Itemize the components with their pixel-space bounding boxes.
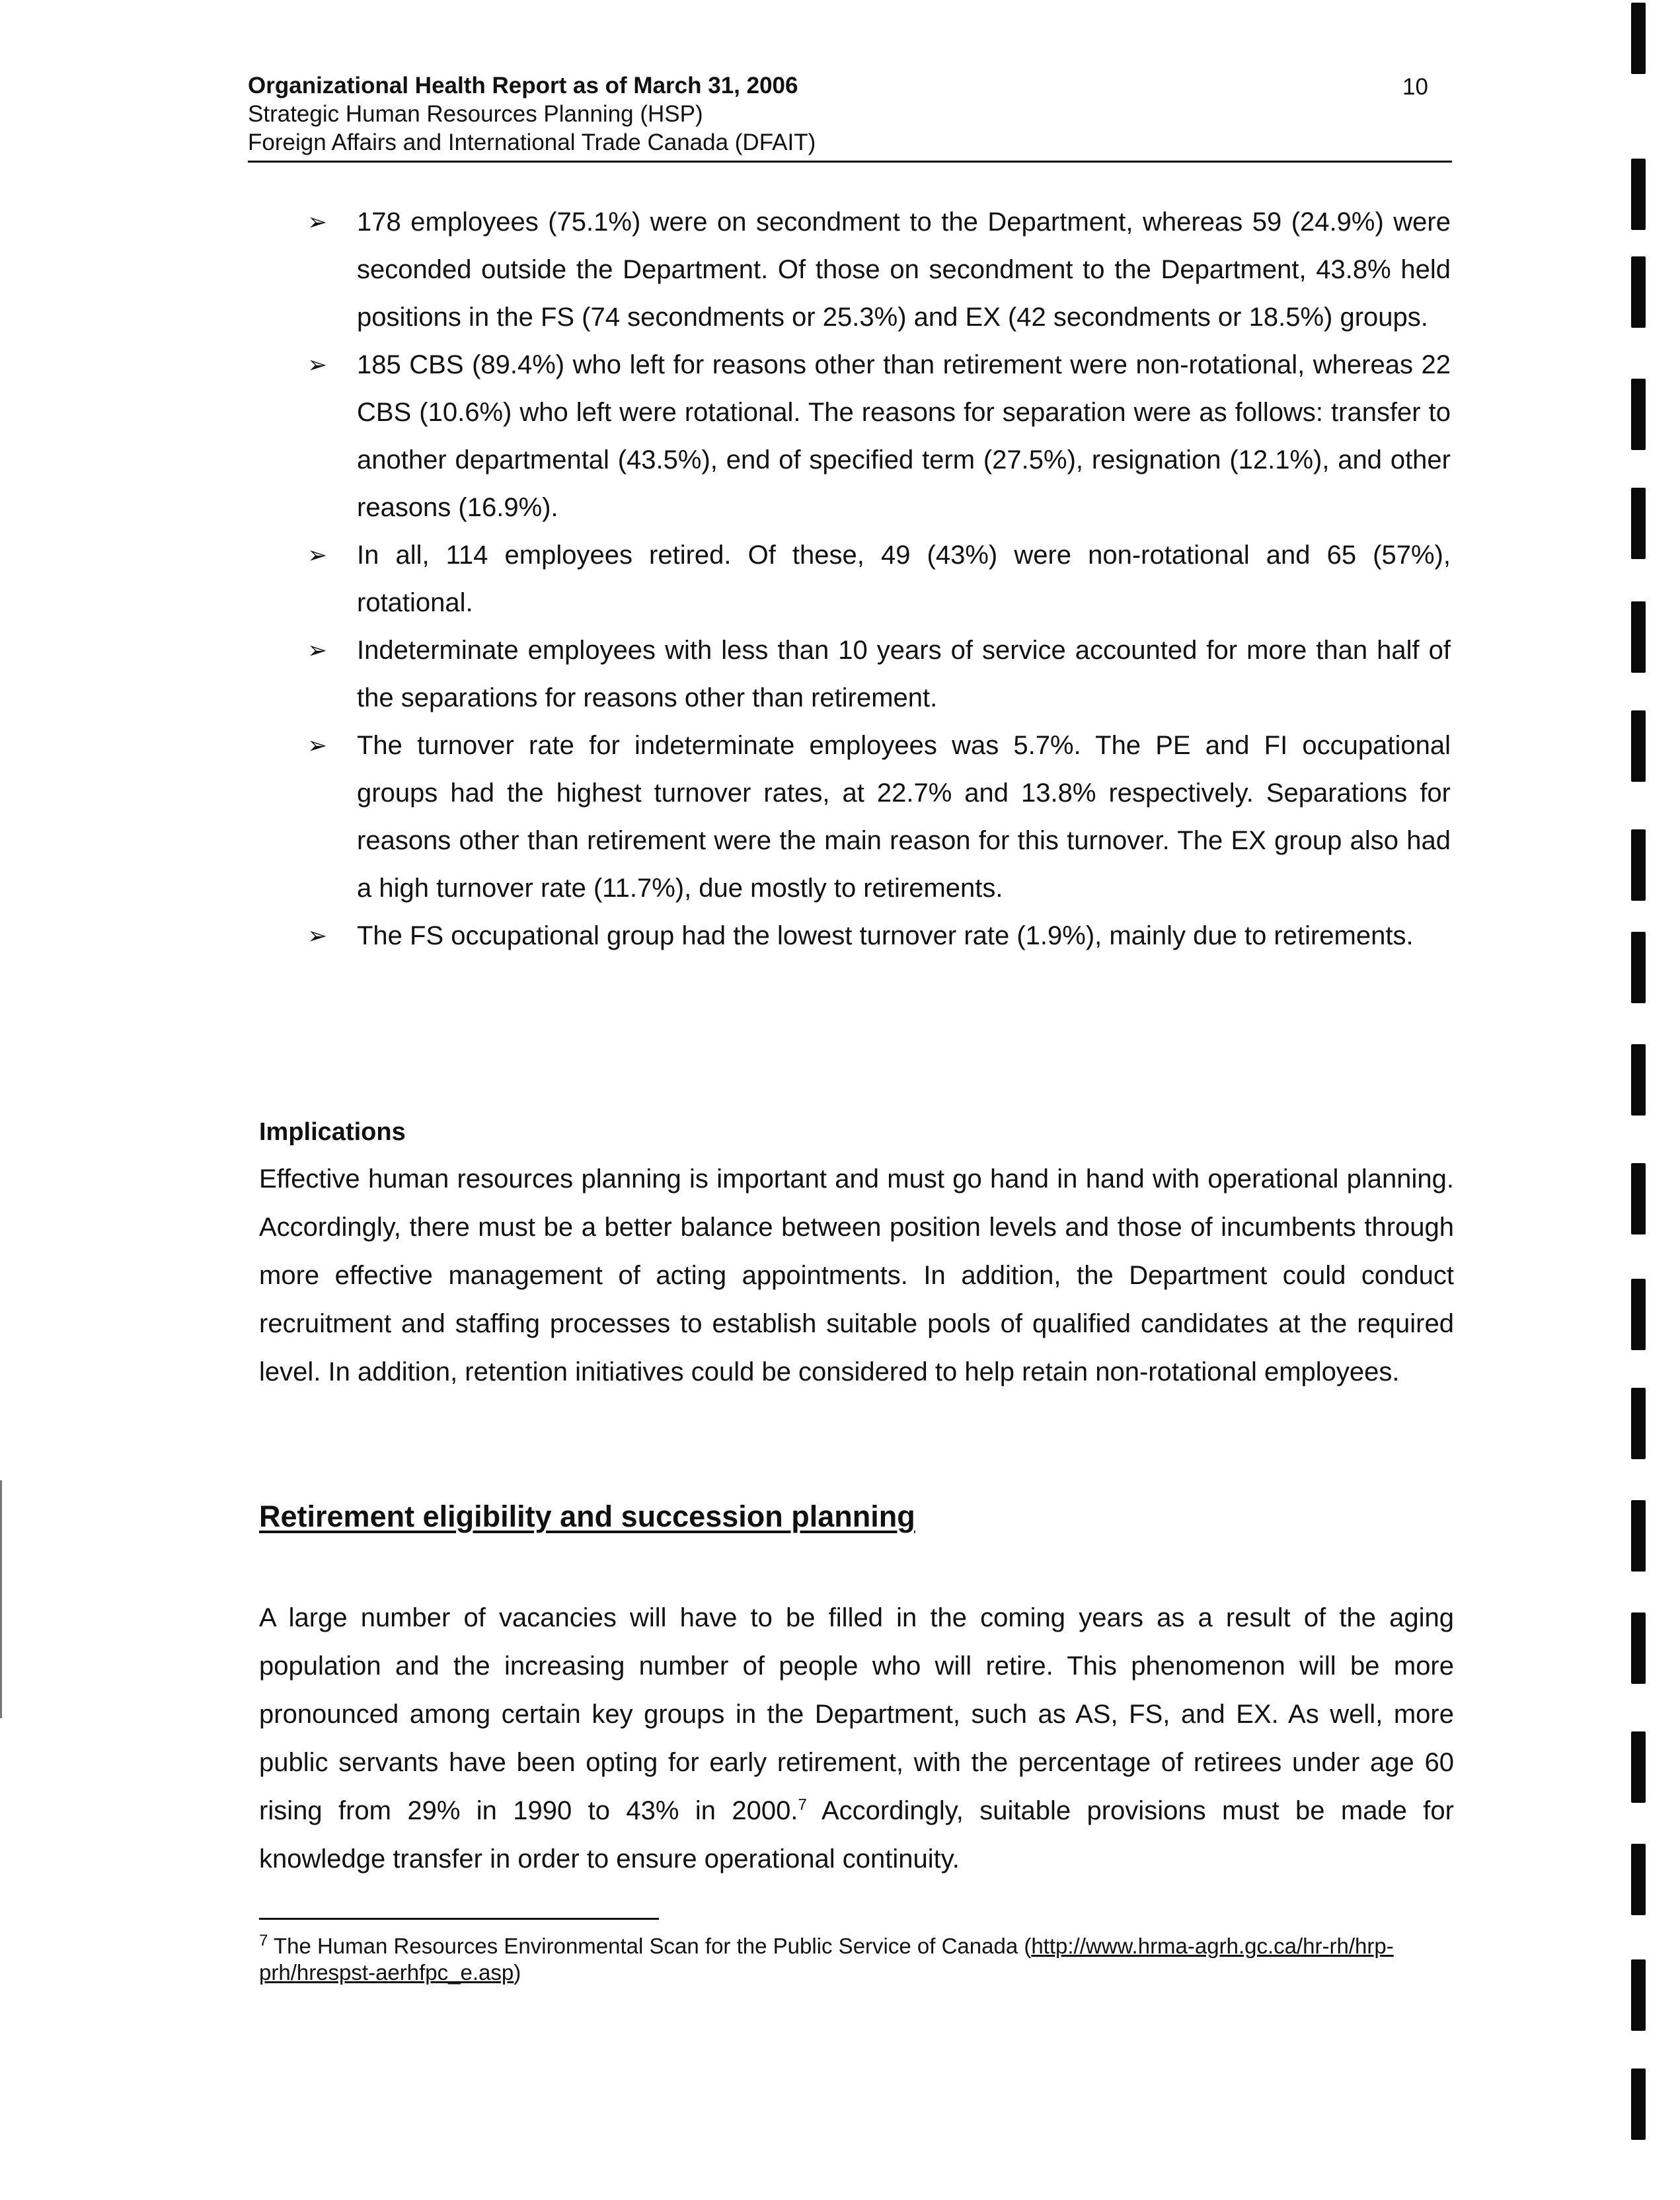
binding-mark xyxy=(1631,1163,1646,1234)
arrow-bullet-icon: ➢ xyxy=(307,732,328,759)
list-item xyxy=(307,722,1451,912)
binding-mark xyxy=(1631,1500,1646,1572)
binding-mark xyxy=(1631,2068,1646,2140)
implications-paragraph: Effective human resources planning is important and must go hand in hand with operational planning. Accordingly, there must be a better balance between position levels and those of incumbents through more effective management of acting appointments. In addition, the Department could conduct recruitment and staffing processes to establish suitable pools of qualified candidates at the required level. In addition, retention initiatives could be considered to help retain non-rotational employees. xyxy=(259,1164,1454,1386)
header-divider xyxy=(248,161,1452,163)
binding-mark xyxy=(1631,1388,1646,1459)
report-subtitle: Strategic Human Resources Planning (HSP) xyxy=(248,101,703,127)
footnote xyxy=(259,1933,1449,1986)
binding-mark xyxy=(1631,829,1646,901)
binding-mark xyxy=(1631,1959,1646,2031)
binding-mark xyxy=(1631,710,1646,782)
binding-mark xyxy=(1631,932,1646,1003)
binding-mark xyxy=(1631,379,1646,450)
footnote-text: The Human Resources Environmental Scan for the Public Service of Canada ( xyxy=(268,1934,1032,1958)
arrow-bullet-icon: ➢ xyxy=(307,208,328,235)
bullet-text: 185 CBS (89.4%) who left for reasons other than retirement were non-rotational, whereas 22 CBS (10.6%) who left were rotational. The reasons for separation were as follows: transfer to another departmental (43.5%), end of specified term (27.5%), resignation (12.1%), and other reasons (16.9%). xyxy=(357,350,1451,522)
bullet-text: In all, 114 employees retired. Of these, 49 (43%) were non-rotational and 65 (57%), rotational. xyxy=(357,541,1451,617)
binding-mark xyxy=(1631,1731,1646,1803)
bullet-text: 178 employees (75.1%) were on secondment to the Department, whereas 59 (24.9%) were seconded outside the Department. Of those on secondment to the Department, 43.8% held positions in the FS (74 secondments or 25.3%) and EX (42 secondments or 18.5%) groups. xyxy=(357,208,1451,332)
binding-mark xyxy=(1631,601,1646,673)
footnote-divider xyxy=(259,1918,659,1920)
list-item xyxy=(307,198,1451,341)
footnote-link[interactable]: http://www.hrma-agrh.gc.ca/hr-rh/hrp-prh/hrespst-aerhfpc_e.asp xyxy=(259,1934,1394,1985)
report-title: Organizational Health Report as of March 31, 2006 xyxy=(248,73,798,98)
binding-mark xyxy=(1631,256,1646,328)
arrow-bullet-icon: ➢ xyxy=(307,541,328,568)
page-number: 10 xyxy=(1402,74,1428,100)
binding-mark xyxy=(1631,1279,1646,1350)
binding-mark xyxy=(1631,1612,1646,1684)
binding-mark xyxy=(1631,1844,1646,1915)
retirement-text-continued: Accordingly, suitable provisions must be made for knowledge transfer in order to ensure operational continuity. xyxy=(259,1796,1454,1874)
arrow-bullet-icon: ➢ xyxy=(307,351,328,378)
findings-list xyxy=(307,198,1451,960)
retirement-paragraph xyxy=(259,1594,1454,1883)
list-item xyxy=(307,626,1451,722)
retirement-text: A large number of vacancies will have to be filled in the coming years as a result of the aging population and the increasing number of people who will retire. This phenomenon will be more pronounced among certain key groups in the Department, such as AS, FS, and EX. As well, more public servants have been opting for early retirement, with the percentage of retirees under age 60 rising from 29% in 1990 to 43% in 2000. xyxy=(259,1603,1454,1825)
bullet-text: Indeterminate employees with less than 10 years of service accounted for more than half of the separations for reasons other than retirement. xyxy=(357,636,1451,712)
list-item xyxy=(307,531,1451,626)
binding-mark xyxy=(1631,159,1646,230)
footnote-reference: 7 xyxy=(798,1796,807,1814)
department-name: Foreign Affairs and International Trade Canada (DFAIT) xyxy=(248,130,816,155)
section-heading: Retirement eligibility and succession planning xyxy=(259,1499,915,1533)
list-item xyxy=(307,341,1451,531)
bullet-text: The turnover rate for indeterminate employees was 5.7%. The PE and FI occupational groups had the highest turnover rates, at 22.7% and 13.8% respectively. Separations for reasons other than retirement were the main reason for this turnover. The EX group also had a high turnover rate (11.7%), due mostly to retirements. xyxy=(357,731,1451,903)
binding-mark xyxy=(1631,1044,1646,1116)
footnote-number: 7 xyxy=(259,1932,268,1950)
binding-mark xyxy=(1631,3,1646,74)
implications-heading: Implications xyxy=(259,1118,406,1146)
binding-mark xyxy=(1631,488,1646,559)
arrow-bullet-icon: ➢ xyxy=(307,636,328,664)
bullet-text: The FS occupational group had the lowest turnover rate (1.9%), mainly due to retirements. xyxy=(357,921,1414,950)
footnote-closing: ) xyxy=(514,1960,521,1985)
scan-edge-line xyxy=(0,1480,2,1718)
arrow-bullet-icon: ➢ xyxy=(307,922,328,949)
list-item xyxy=(307,912,1451,960)
page-header xyxy=(248,71,1451,157)
